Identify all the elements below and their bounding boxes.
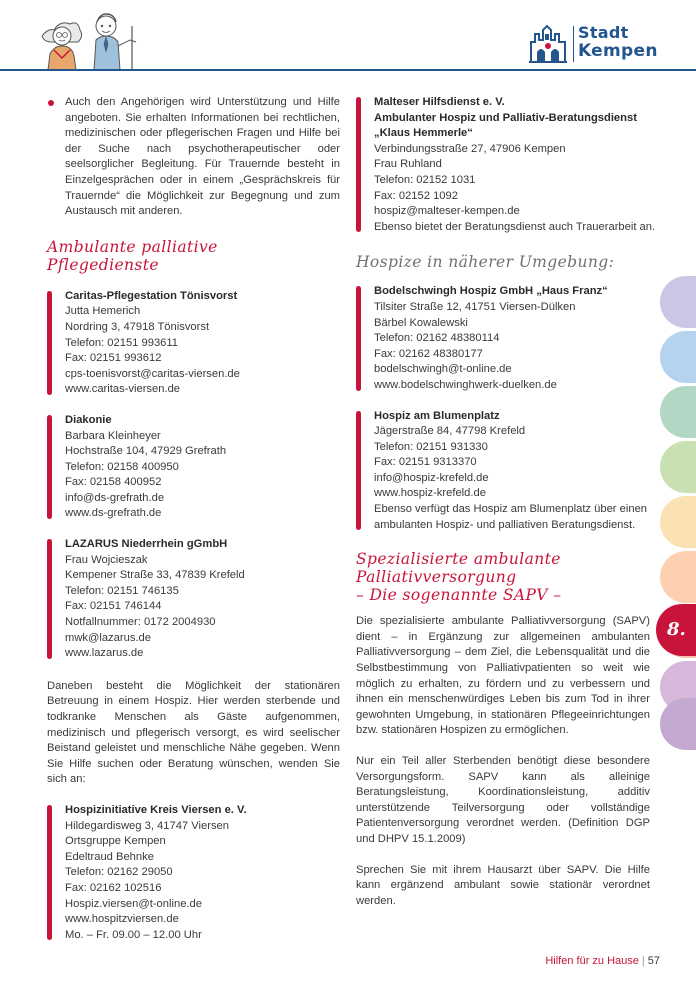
contact-email[interactable]: Hospiz.viersen@t-online.de xyxy=(65,897,202,910)
chapter-tab-active[interactable]: 8. xyxy=(656,604,696,656)
contact-email[interactable]: hospiz@malteser-kempen.de xyxy=(374,205,520,218)
contact-fax: Fax: 02151 746144 xyxy=(65,600,162,613)
page-footer xyxy=(545,955,660,967)
page-header xyxy=(0,0,696,72)
contact-email[interactable]: cps-toenisvorst@caritas-viersen.de xyxy=(65,367,240,380)
contact-email[interactable]: info@hospiz-krefeld.de xyxy=(374,471,489,484)
contact-person: Jutta Hemerich xyxy=(65,305,141,318)
contact-name: Hospizinitiative Kreis Viersen e. V. xyxy=(65,803,247,816)
nearby-hospices-heading: Hospize in näherer Umgebung: xyxy=(356,253,615,272)
contact-fax: Fax: 02162 102516 xyxy=(65,881,162,894)
contact-name: Diakonie xyxy=(65,413,112,426)
contact-name: Bodelschwingh Hospiz GmbH „Haus Franz“ xyxy=(374,285,608,298)
contact-name: Hospiz am Blumenplatz xyxy=(374,409,500,422)
hospice-care-paragraph: Daneben besteht die Möglichkeit der stationären Betreuung in einem Hospiz. Hier werden sterbende und todkranke Menschen als Gäste aufgenommen, medizinisch und pflegerisch versorgt, es wird seelischer Beistand geleistet und menschliche Nähe gegeben. Wenn Sie Hilfe suchen oder Beratung wünschen, wenden Sie sich an: xyxy=(47,679,340,786)
contact-phone: Telefon: 02152 1031 xyxy=(374,173,476,186)
heading-line: Palliativversorgung xyxy=(356,568,517,587)
contact-address: Kempener Straße 33, 47839 Krefeld xyxy=(65,569,245,582)
contact-email[interactable]: info@ds-grefrath.de xyxy=(65,491,165,504)
page-number: 57 xyxy=(647,955,660,967)
logo-separator xyxy=(573,26,574,62)
contact-service-name: Ambulanter Hospiz und Palliativ-Beratungsdienst xyxy=(374,111,637,124)
contact-address: Verbindungsstraße 27, 47906 Kempen xyxy=(374,142,566,155)
contact-website[interactable]: www.bodelschwinghwerk-duelken.de xyxy=(374,378,557,391)
city-wordmark-line1: Stadt xyxy=(578,23,629,42)
heading-line: Pflegedienste xyxy=(47,255,159,274)
contact-service-title: „Klaus Hemmerle“ xyxy=(374,127,473,140)
contact-entry-blumenplatz xyxy=(356,409,650,534)
city-wordmark xyxy=(578,24,658,60)
palliative-care-services-heading xyxy=(47,238,340,274)
contact-name: Malteser Hilfsdienst e. V. xyxy=(374,96,505,108)
contact-fax: Fax: 02151 9313370 xyxy=(374,456,477,469)
relatives-support-bullet: Auch den Angehörigen wird Unterstützung und Hilfe angeboten. Sie erhalten Informationen bei rechtlichen, medizinischen oder pflegerischen Fragen und Hilfe bei der Suche nach psychotherapeutischer oder seelsorglicher Begleitung. Für Trauernde besteht in Einzelgesprächen oder in einem „Gesprächskreis für Trauernde“ die Möglichkeit zur Begegnung und zum Austausch mit anderen. xyxy=(47,95,340,220)
contact-emergency-number: Notfallnummer: 0172 2004930 xyxy=(65,616,216,629)
contact-email[interactable]: mwk@lazarus.de xyxy=(65,631,151,644)
footer-separator: | xyxy=(641,955,645,967)
chapter-tab-4[interactable] xyxy=(660,441,696,493)
contact-person: Edeltraud Behnke xyxy=(65,850,154,863)
contact-note: Ebenso verfügt das Hospiz am Blumenplatz über einen xyxy=(374,503,648,516)
heading-line: Spezialisierte ambulante xyxy=(356,550,561,569)
contact-address: Hildegardisweg 3, 41747 Viersen xyxy=(65,819,229,832)
contact-entry-lazarus xyxy=(47,537,340,662)
contact-office-hours: Mo. – Fr. 09.00 – 12.00 Uhr xyxy=(65,928,202,941)
contact-entry-malteser xyxy=(356,95,656,235)
chapter-tab-6[interactable] xyxy=(660,551,696,603)
contact-website[interactable]: www.lazarus.de xyxy=(65,647,144,660)
footer-chapter-label: Hilfen für zu Hause xyxy=(545,955,639,967)
contact-phone: Telefon: 02151 993611 xyxy=(65,336,179,349)
cartoon-figures-illustration xyxy=(40,6,140,70)
contact-person: Frau Wojcieszak xyxy=(65,553,148,566)
chapter-tab-1[interactable] xyxy=(660,276,696,328)
contact-phone: Telefon: 02151 931330 xyxy=(374,440,488,453)
contact-entry-caritas xyxy=(47,289,340,398)
sapv-forms-paragraph: Nur ein Teil aller Sterbenden benötigt diese besondere Versorgungsform. SAPV kann als alleinige Beratungsleistung, Koordinationsleistung, additiv unterstützende Teilversorgung oder vollständige Patientenversorgung verordnet werden. (Definition DGP und DHPV 15.1.2009) xyxy=(356,755,650,845)
contact-address: Hochstraße 104, 47929 Grefrath xyxy=(65,445,227,458)
contact-phone: Telefon: 02162 29050 xyxy=(65,866,173,879)
header-divider xyxy=(0,69,696,71)
contact-entry-bodelschwingh xyxy=(356,284,650,393)
contact-name: LAZARUS Niederrhein gGmbH xyxy=(65,538,228,551)
right-column xyxy=(356,95,656,909)
contact-website[interactable]: www.hospiz-krefeld.de xyxy=(374,487,486,500)
contact-address: Tilsiter Straße 12, 41751 Viersen-Dülken xyxy=(374,300,576,313)
chapter-tab-5[interactable] xyxy=(660,496,696,548)
contact-fax: Fax: 02162 48380177 xyxy=(374,347,483,360)
contact-fax: Fax: 02152 1092 xyxy=(374,189,458,202)
contact-phone: Telefon: 02151 746135 xyxy=(65,584,179,597)
contact-phone: Telefon: 02158 400950 xyxy=(65,460,179,473)
contact-phone: Telefon: 02162 48380114 xyxy=(374,332,500,345)
contact-note: ambulanten Hospiz- und palliativen Beratungsdienst. xyxy=(374,518,636,531)
sapv-advice-paragraph: Sprechen Sie mit ihrem Hausarzt über SAPV. Die Hilfe kann ergänzend ambulant sowie stationär verordnet werden. xyxy=(356,863,650,907)
contact-email[interactable]: bodelschwingh@t-online.de xyxy=(374,363,512,376)
sapv-definition-paragraph: Die spezialisierte ambulante Palliativversorgung (SAPV) dient – in Ergänzung zur allgemeinen ambulanten Palliativversorgung – dem Ziel, die Lebensqualität und die Selbstbestimmung von Palliativpatienten so weit wie möglich zu erhalten, zu fördern und zu verbessern und ihnen ein menschenwürdiges Leben bis zum Tod in ihrer gewohnten Umgebung, in stationären Pflegeeinrichtungen bzw. stationären Hospizen zu ermöglichen. xyxy=(356,615,650,737)
heading-line: – Die sogenannte SAPV – xyxy=(356,586,562,605)
contact-note: Ebenso bietet der Beratungsdienst auch Trauerarbeit an. xyxy=(374,220,656,233)
left-column xyxy=(47,95,340,943)
contact-fax: Fax: 02158 400952 xyxy=(65,476,162,489)
contact-address: Nordring 3, 47918 Tönisvorst xyxy=(65,320,210,333)
contact-entry-diakonie xyxy=(47,413,340,522)
chapter-tab-2[interactable] xyxy=(660,331,696,383)
contact-local-group: Ortsgruppe Kempen xyxy=(65,835,166,848)
heading-line: Ambulante palliative xyxy=(47,237,218,256)
chapter-tab-3[interactable] xyxy=(660,386,696,438)
contact-person: Bärbel Kowalewski xyxy=(374,316,468,329)
contact-name: Caritas-Pflegestation Tönisvorst xyxy=(65,289,238,302)
contact-address: Jägerstraße 84, 47798 Krefeld xyxy=(374,425,526,438)
contact-fax: Fax: 02151 993612 xyxy=(65,352,162,365)
contact-person: Frau Ruhland xyxy=(374,158,442,171)
city-wordmark-line2: Kempen xyxy=(578,41,658,61)
contact-website[interactable]: www.ds-grefrath.de xyxy=(65,507,162,520)
chapter-tab-10[interactable] xyxy=(660,698,696,750)
contact-person: Barbara Kleinheyer xyxy=(65,429,161,442)
contact-website[interactable]: www.hospitzviersen.de xyxy=(65,913,179,926)
contact-website[interactable]: www.caritas-viersen.de xyxy=(65,383,181,396)
contact-entry-hospizinitiative xyxy=(47,803,340,943)
sapv-heading xyxy=(356,550,650,604)
city-coat-of-arms-logo xyxy=(527,24,569,64)
